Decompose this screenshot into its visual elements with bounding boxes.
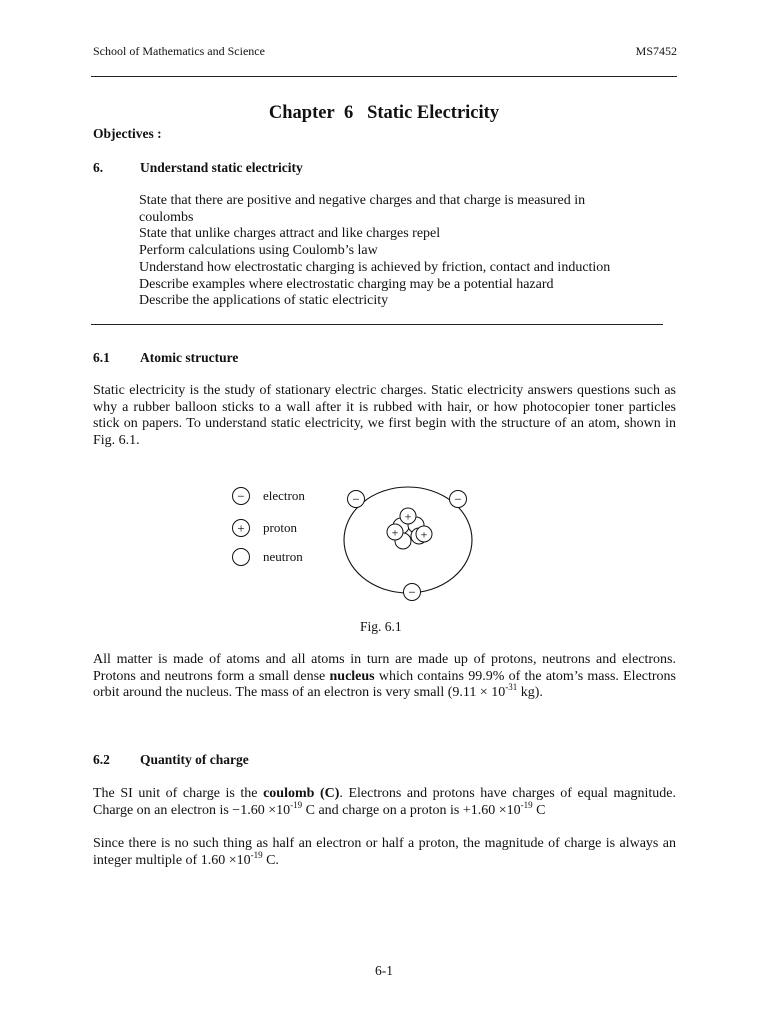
para2-text-middle: which contains 99.9% of the atom’s mass. Electrons orbit around the nucleus. The mass of an electron is very small (9.11 × 10: [93, 668, 676, 701]
header-code: MS7452: [635, 44, 677, 58]
header-rule: [91, 76, 677, 77]
coulomb-term: coulomb (C): [263, 786, 340, 801]
chapter-word: Chapter: [268, 103, 335, 123]
legend-proton-label: proton: [263, 520, 297, 535]
svg-text:+: +: [237, 520, 245, 536]
section-61-title: Atomic structure: [140, 350, 239, 365]
electron-particle: [450, 491, 467, 508]
section-62-paragraph-1: [93, 786, 676, 819]
electron-mass-exponent: -31: [505, 682, 518, 693]
legend-electron-label: electron: [263, 488, 305, 503]
chapter-title: [0, 103, 768, 124]
section-61-heading: [93, 350, 493, 368]
chapter-number: 6: [343, 103, 354, 123]
chapter-name: Static Electricity: [367, 103, 500, 123]
svg-text:−: −: [408, 584, 416, 600]
section-61-paragraph-1: Static electricity is the study of stationary electric charges. Static electricity answers questions such as why a rubber balloon sticks to a wall after it is rubbed with hair, or how photocopier toner particles stick on papers. To understand static electricity, we first begin with the structure of an atom, shown in Fig. 6.1.: [93, 383, 676, 448]
svg-text:−: −: [352, 491, 360, 507]
proton-particle: [387, 524, 403, 540]
objective-section-number: 6.: [93, 160, 104, 175]
section-62-heading: [93, 752, 493, 770]
objectives-label: Objectives :: [93, 126, 162, 141]
header-school: School of Mathematics and Science: [93, 44, 265, 58]
nucleus: [387, 508, 432, 549]
svg-text:−: −: [237, 488, 245, 504]
section-61-paragraph-2: [93, 652, 676, 702]
objective-item: Describe examples where electrostatic charging may be a potential hazard: [139, 276, 554, 292]
objective-item: coulombs: [139, 209, 194, 225]
svg-text:+: +: [404, 509, 412, 524]
para2-text-end: kg).: [520, 685, 543, 701]
svg-text:+: +: [391, 525, 399, 540]
proton-charge-exponent: -19: [520, 799, 533, 810]
electron-charge-exponent: -19: [290, 799, 303, 810]
objectives-rule: [91, 324, 663, 325]
objective-item: State that there are positive and negative charges and that charge is measured in: [139, 193, 586, 208]
section-62-paragraph-2: [93, 836, 676, 869]
elementary-charge-exponent: -19: [250, 849, 263, 860]
p1-text-a: The SI unit of charge is the: [93, 786, 258, 801]
p1-text-d: C: [536, 802, 546, 818]
section-62-title: Quantity of charge: [140, 752, 249, 767]
page-number: 6-1: [375, 963, 393, 978]
objective-section-heading: [93, 160, 493, 178]
legend-neutron-label: neutron: [263, 549, 303, 564]
legend-proton-symbol: [233, 520, 250, 537]
svg-text:+: +: [420, 527, 428, 542]
legend-electron-symbol: [233, 488, 250, 505]
objective-item: Perform calculations using Coulomb’s law: [139, 243, 378, 259]
objectives-list: [139, 193, 610, 310]
electron-particle: [404, 584, 421, 601]
p1-text-b: . Electrons and protons have charges of equal magnitude. Charge on an electron is −1.60 ×10: [93, 786, 676, 818]
legend-neutron-symbol: [233, 549, 250, 566]
p1-text-c: C and charge on a proton is +1.60 ×10: [305, 802, 521, 818]
section-61-number: 6.1: [93, 350, 110, 365]
p2-text-a: Since there is no such thing as half an electron or half a proton, the magnitude of charge is always an integer multiple of 1.60 ×10: [93, 836, 676, 868]
svg-text:−: −: [454, 491, 462, 507]
proton-particle: [416, 526, 432, 542]
electron-particle: [348, 491, 365, 508]
nucleus-term: nucleus: [329, 668, 375, 684]
objective-section-title: Understand static electricity: [140, 160, 303, 175]
figure-caption: Fig. 6.1: [360, 619, 402, 634]
p2-text-b: C.: [266, 852, 279, 868]
atom-diagram: [335, 484, 485, 606]
legend-symbols: [230, 486, 252, 568]
para2-text-start: All matter is made of atoms and all atoms in turn are made up of protons, neutrons and electrons. Protons and neutrons form a small dense: [93, 652, 676, 684]
objective-item: State that unlike charges attract and like charges repel: [139, 226, 441, 242]
section-62-number: 6.2: [93, 752, 110, 767]
objective-item: Describe the applications of static electricity: [139, 293, 389, 309]
objective-item: Understand how electrostatic charging is achieved by friction, contact and induction: [139, 259, 611, 275]
proton-particle: [400, 508, 416, 524]
